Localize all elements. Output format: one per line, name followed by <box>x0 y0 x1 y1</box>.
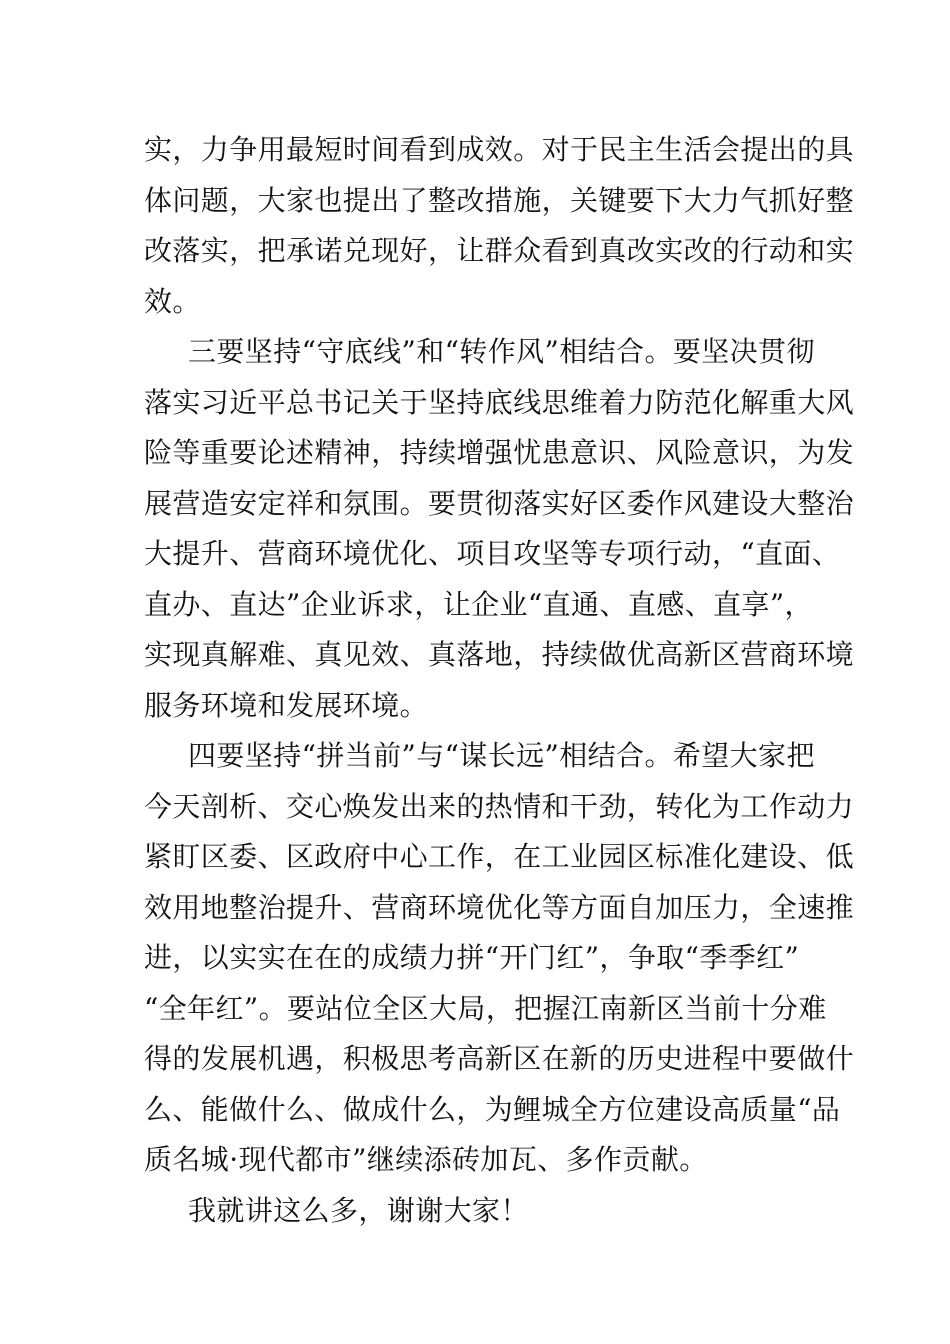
text-line: 服务环境和发展环境。 <box>144 688 429 722</box>
text-line: 得的发展机遇，积极思考高新区在新的历史进程中要做什 <box>144 1042 855 1075</box>
text-line: 今天剖析、交心焕发出来的热情和干劲，转化为工作动力 <box>144 789 855 823</box>
paragraph-first-line: 三要坚持“守底线”和“转作风”相结合。要坚决贯彻 <box>188 335 815 368</box>
text-line: “全年红”。要站位全区大局，把握江南新区当前十分难 <box>144 991 827 1025</box>
text-line: 大提升、营商环境优化、项目攻坚等专项行动，“直面、 <box>144 537 841 570</box>
paragraph-first-line: 四要坚持“拼当前”与“谋长远”相结合。希望大家把 <box>188 739 815 772</box>
text-line: 展营造安定祥和氛围。要贯彻落实好区委作风建设大整治 <box>144 486 855 520</box>
text-line: 险等重要论述精神，持续增强忧患意识、风险意识，为发 <box>144 436 855 469</box>
text-line: 实现真解难、真见效、真落地，持续做优高新区营商环境 <box>144 638 855 671</box>
text-line: 实，力争用最短时间看到成效。对于民主生活会提出的具 <box>144 133 855 166</box>
text-line: 直办、直达”企业诉求，让企业“直通、直感、直享”， <box>144 587 813 621</box>
text-line: 效。 <box>144 284 201 318</box>
document-body <box>144 125 855 1236</box>
paragraph-first-line: 我就讲这么多，谢谢大家！ <box>188 1193 529 1227</box>
text-line: 体问题，大家也提出了整改措施，关键要下大力气抓好整 <box>144 183 855 217</box>
text-line: 么、能做什么、做成什么，为鲤城全方位建设高质量“品 <box>144 1092 841 1126</box>
text-line: 质名城·现代都市”继续添砖加瓦、多作贡献。 <box>144 1143 708 1176</box>
text-line: 进，以实实在在的成绩力拼“开门红”，争取“季季红” <box>144 941 800 974</box>
text-line: 改落实，把承诺兑现好，让群众看到真改实改的行动和实 <box>144 234 855 267</box>
text-line: 落实习近平总书记关于坚持底线思维着力防范化解重大风 <box>144 385 855 419</box>
text-line: 紧盯区委、区政府中心工作，在工业园区标准化建设、低 <box>144 840 855 873</box>
text-line: 效用地整治提升、营商环境优化等方面自加压力，全速推 <box>144 890 855 924</box>
